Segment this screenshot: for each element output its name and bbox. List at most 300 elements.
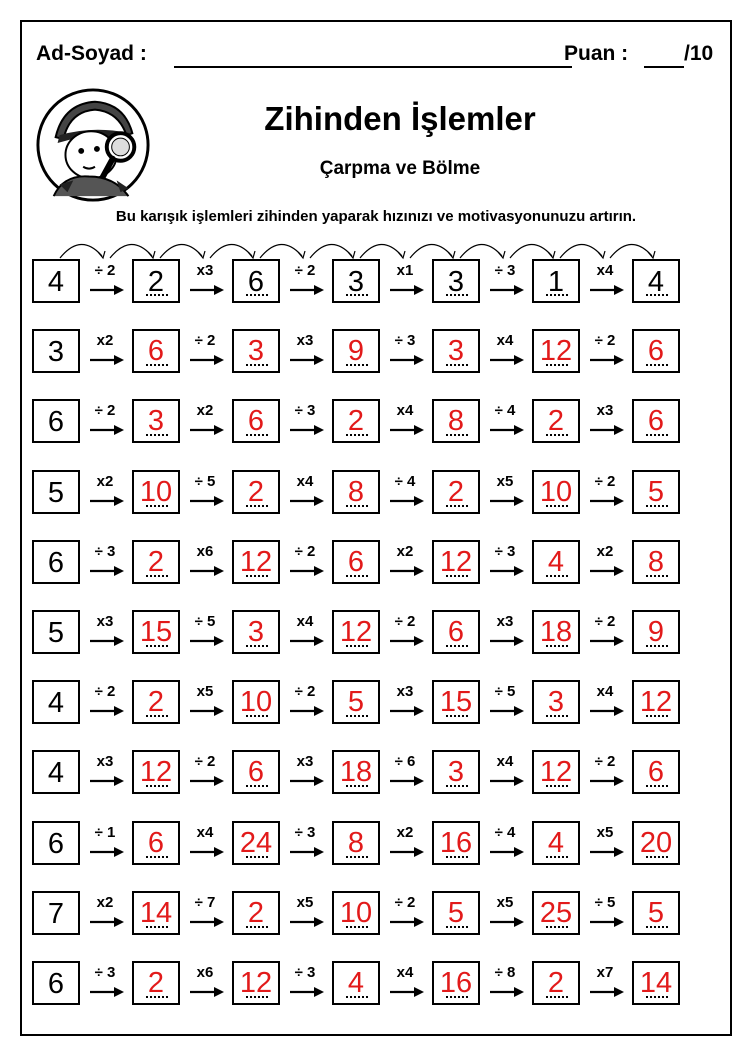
operation: [588, 472, 628, 512]
answer-box[interactable]: [432, 961, 480, 1005]
answer-dotted-line: [546, 575, 568, 577]
arrow-right-icon: [190, 636, 224, 646]
answer-dotted-line: [646, 434, 668, 436]
arrow-right-icon: [390, 847, 424, 857]
operation: [588, 893, 628, 933]
answer-value: 2: [447, 475, 465, 508]
answer-value: 6: [247, 405, 265, 438]
start-number: 4: [47, 266, 65, 298]
operation: [88, 752, 128, 792]
operation-label: ÷ 6: [394, 753, 416, 771]
answer-box[interactable]: [332, 470, 380, 514]
arrow-right-icon: [290, 285, 324, 295]
answer-box[interactable]: [532, 540, 580, 584]
operation: [488, 612, 528, 652]
answer-value: 12: [539, 335, 573, 368]
answer-box[interactable]: [632, 961, 680, 1005]
operation-label: ÷ 2: [94, 262, 116, 279]
answer-value: 15: [439, 686, 473, 719]
start-number: 7: [47, 897, 65, 930]
arrow-right-icon: [590, 285, 624, 295]
answer-box[interactable]: [432, 329, 480, 373]
operation-label: x2: [396, 542, 414, 560]
operation-label: ÷ 4: [394, 472, 416, 490]
arrow-right-icon: [590, 847, 624, 857]
answer-box[interactable]: [332, 821, 380, 865]
answer-value: 3: [247, 616, 265, 648]
start-number-box: [32, 750, 80, 794]
answer-box[interactable]: [632, 540, 680, 584]
answer-dotted-line: [546, 505, 568, 507]
start-number: 6: [47, 546, 65, 579]
operation: [588, 752, 628, 792]
start-number: 4: [47, 687, 65, 720]
answer-dotted-line: [346, 645, 368, 647]
detective-boy-magnifier-icon: [34, 86, 152, 204]
operation: [88, 612, 128, 652]
exercise-row: [32, 399, 712, 443]
arrow-right-icon: [390, 706, 424, 716]
operation-label: ÷ 2: [594, 753, 616, 771]
answer-dotted-line: [546, 645, 568, 647]
operation: [388, 331, 428, 371]
answer-dotted-line: [346, 505, 368, 507]
operation: [588, 331, 628, 371]
answer-box[interactable]: [232, 470, 280, 514]
answer-dotted-line: [446, 505, 468, 507]
answer-box[interactable]: [632, 680, 680, 724]
operation-label: ÷ 4: [494, 402, 516, 420]
answer-dotted-line: [346, 434, 368, 436]
answer-value: 6: [647, 405, 665, 438]
answer-box[interactable]: [632, 821, 680, 865]
answer-box[interactable]: [432, 399, 480, 443]
answer-box[interactable]: [132, 329, 180, 373]
answer-dotted-line: [146, 434, 168, 436]
answer-box[interactable]: [132, 961, 180, 1005]
operation-label: ÷ 3: [494, 262, 516, 279]
answer-dotted-line: [246, 926, 268, 928]
answer-box[interactable]: [232, 540, 280, 584]
arrow-right-icon: [90, 636, 124, 646]
answer-box[interactable]: [432, 821, 480, 865]
answer-dotted-line: [246, 715, 268, 717]
operation: [188, 472, 228, 512]
answer-value: 12: [539, 756, 573, 789]
answer-dotted-line: [546, 715, 568, 717]
operation-label: x7: [596, 964, 614, 981]
arrow-right-icon: [290, 917, 324, 927]
answer-box[interactable]: [632, 750, 680, 794]
operation-label: x2: [596, 542, 614, 560]
arrow-right-icon: [490, 285, 524, 295]
arrow-right-icon: [190, 847, 224, 857]
answer-value: 2: [147, 967, 165, 999]
operation: [188, 823, 228, 863]
operation: [188, 752, 228, 792]
operation-label: x6: [196, 542, 214, 560]
answer-box[interactable]: [532, 610, 580, 654]
answer-value: 12: [439, 545, 473, 578]
answer-box[interactable]: [232, 610, 280, 654]
answer-box[interactable]: [632, 470, 680, 514]
score-total: /10: [684, 42, 714, 65]
operation: [188, 401, 228, 441]
answer-dotted-line: [646, 785, 668, 787]
operation: [488, 401, 528, 441]
operation: [188, 261, 228, 301]
answer-dotted-line: [446, 294, 468, 296]
answer-box[interactable]: [432, 750, 480, 794]
arrow-right-icon: [490, 776, 524, 786]
answer-box[interactable]: [632, 399, 680, 443]
operation: [488, 752, 528, 792]
answer-dotted-line: [146, 856, 168, 858]
start-number-box: [32, 821, 80, 865]
answer-dotted-line: [646, 856, 668, 858]
answer-box[interactable]: [532, 329, 580, 373]
arrow-right-icon: [90, 285, 124, 295]
score-field-line[interactable]: [644, 66, 684, 68]
arrow-right-icon: [90, 987, 124, 997]
arrow-right-icon: [290, 355, 324, 365]
answer-box[interactable]: [532, 821, 580, 865]
operation-label: x2: [96, 332, 114, 350]
arrow-right-icon: [590, 496, 624, 506]
answer-box[interactable]: [132, 680, 180, 724]
arrow-right-icon: [190, 496, 224, 506]
answer-box[interactable]: [332, 610, 380, 654]
answer-box[interactable]: [132, 540, 180, 584]
answer-value: 8: [347, 475, 365, 508]
answer-value: 8: [647, 545, 665, 578]
answer-box[interactable]: [432, 540, 480, 584]
arrow-right-icon: [390, 496, 424, 506]
answer-box[interactable]: [532, 750, 580, 794]
start-number: 4: [47, 757, 65, 790]
operation-label: x4: [496, 332, 514, 350]
operation-label: ÷ 2: [394, 613, 416, 630]
operation: [388, 682, 428, 722]
answer-value: 8: [447, 405, 465, 438]
answer-value: 1: [547, 266, 565, 298]
operation-label: ÷ 5: [194, 472, 216, 490]
answer-value: 3: [247, 335, 265, 368]
operation-label: ÷ 1: [94, 823, 116, 841]
answer-box[interactable]: [332, 540, 380, 584]
answer-dotted-line: [446, 364, 468, 366]
operation-label: ÷ 3: [494, 542, 516, 560]
answer-dotted-line: [146, 645, 168, 647]
answer-box[interactable]: [432, 259, 480, 303]
answer-box[interactable]: [232, 821, 280, 865]
answer-box[interactable]: [132, 750, 180, 794]
answer-value: 2: [547, 405, 565, 438]
answer-box[interactable]: [632, 259, 680, 303]
operation: [88, 682, 128, 722]
operation-label: x3: [596, 402, 614, 420]
operation-label: ÷ 3: [294, 402, 316, 420]
operation: [488, 472, 528, 512]
answer-value: 10: [139, 475, 173, 508]
answer-value: 5: [647, 896, 665, 929]
answer-dotted-line: [546, 364, 568, 366]
answer-box[interactable]: [432, 891, 480, 935]
answer-value: 3: [547, 686, 565, 719]
operation-label: x5: [496, 893, 514, 911]
operation-label: x2: [196, 402, 214, 420]
start-number-box: [32, 961, 80, 1005]
operation: [88, 963, 128, 1003]
operation-label: ÷ 2: [294, 262, 316, 279]
operation-label: x4: [396, 964, 414, 981]
answer-value: 12: [239, 967, 273, 999]
answer-value: 6: [647, 335, 665, 368]
operation: [588, 261, 628, 301]
answer-value: 12: [339, 616, 373, 648]
answer-box[interactable]: [332, 891, 380, 935]
answer-value: 18: [339, 756, 373, 789]
answer-dotted-line: [346, 996, 368, 998]
start-number-box: [32, 470, 80, 514]
answer-box[interactable]: [232, 259, 280, 303]
answer-dotted-line: [246, 785, 268, 787]
answer-value: 2: [247, 896, 265, 929]
operation: [588, 682, 628, 722]
answer-value: 16: [439, 826, 473, 859]
answer-dotted-line: [246, 294, 268, 296]
operation: [488, 331, 528, 371]
arrow-right-icon: [490, 636, 524, 646]
exercise-row: [32, 750, 712, 794]
arrow-right-icon: [290, 425, 324, 435]
operation: [388, 612, 428, 652]
answer-box[interactable]: [232, 399, 280, 443]
answer-dotted-line: [146, 575, 168, 577]
operation: [388, 472, 428, 512]
answer-value: 12: [639, 686, 673, 719]
operation-label: x5: [196, 683, 214, 701]
answer-value: 6: [247, 266, 265, 298]
arrow-right-icon: [290, 706, 324, 716]
answer-box[interactable]: [232, 961, 280, 1005]
operation-label: ÷ 2: [294, 683, 316, 701]
answer-box[interactable]: [532, 399, 580, 443]
answer-box[interactable]: [332, 961, 380, 1005]
answer-box[interactable]: [532, 259, 580, 303]
answer-box[interactable]: [532, 891, 580, 935]
answer-value: 6: [347, 545, 365, 578]
answer-dotted-line: [546, 996, 568, 998]
operation: [288, 472, 328, 512]
answer-value: 2: [247, 475, 265, 508]
operation: [388, 893, 428, 933]
answer-box[interactable]: [232, 750, 280, 794]
answer-box[interactable]: [632, 329, 680, 373]
start-number-box: [32, 891, 80, 935]
arrow-right-icon: [90, 847, 124, 857]
answer-box[interactable]: [332, 259, 380, 303]
operation: [388, 401, 428, 441]
operation: [288, 823, 328, 863]
arrow-right-icon: [490, 917, 524, 927]
answer-value: 10: [539, 475, 573, 508]
answer-dotted-line: [546, 294, 568, 296]
operation-label: x3: [496, 613, 514, 630]
exercise-row: [32, 891, 712, 935]
operation-label: ÷ 3: [294, 964, 316, 981]
start-number-box: [32, 540, 80, 584]
start-number-box: [32, 259, 80, 303]
answer-dotted-line: [146, 294, 168, 296]
answer-dotted-line: [146, 364, 168, 366]
answer-box[interactable]: [232, 680, 280, 724]
name-field-line[interactable]: [174, 66, 572, 68]
operation-label: x3: [96, 753, 114, 771]
answer-box[interactable]: [532, 961, 580, 1005]
operation: [288, 752, 328, 792]
operation: [88, 401, 128, 441]
answer-value: 10: [239, 686, 273, 719]
operation: [588, 963, 628, 1003]
answer-box[interactable]: [432, 610, 480, 654]
operation-label: ÷ 8: [494, 964, 516, 981]
operation-label: x2: [96, 472, 114, 490]
arrow-right-icon: [490, 425, 524, 435]
operation-label: x5: [296, 893, 314, 911]
operation-label: x4: [596, 683, 614, 701]
answer-value: 4: [647, 266, 665, 298]
arrow-right-icon: [190, 917, 224, 927]
operation-label: ÷ 5: [494, 683, 516, 701]
answer-box[interactable]: [132, 259, 180, 303]
operation-label: x3: [196, 262, 214, 279]
start-number: 6: [47, 968, 65, 1000]
exercise-row: [32, 961, 712, 1005]
operation-label: ÷ 2: [594, 613, 616, 630]
operation-label: ÷ 2: [294, 542, 316, 560]
operation: [588, 401, 628, 441]
arrow-right-icon: [190, 706, 224, 716]
answer-value: 6: [647, 756, 665, 789]
operation-label: x5: [596, 823, 614, 841]
answer-box[interactable]: [132, 891, 180, 935]
operation: [288, 893, 328, 933]
start-number-box: [32, 329, 80, 373]
operation: [388, 261, 428, 301]
operation: [288, 331, 328, 371]
answer-box[interactable]: [532, 680, 580, 724]
answer-box[interactable]: [332, 680, 380, 724]
operation: [88, 542, 128, 582]
arrow-right-icon: [490, 496, 524, 506]
exercise-row: [32, 821, 712, 865]
arrow-right-icon: [190, 355, 224, 365]
arrow-right-icon: [390, 636, 424, 646]
answer-dotted-line: [146, 996, 168, 998]
answer-value: 15: [139, 616, 173, 648]
arrow-right-icon: [190, 566, 224, 576]
arrow-right-icon: [490, 706, 524, 716]
start-number: 6: [47, 827, 65, 860]
operation: [88, 823, 128, 863]
answer-box[interactable]: [332, 750, 380, 794]
operation-label: ÷ 3: [294, 823, 316, 841]
answer-box[interactable]: [132, 399, 180, 443]
answer-box[interactable]: [132, 470, 180, 514]
answer-dotted-line: [246, 856, 268, 858]
page-title: Zihinden İşlemler: [264, 100, 536, 137]
operation: [288, 682, 328, 722]
operation-label: x4: [396, 402, 414, 420]
answer-dotted-line: [246, 505, 268, 507]
answer-box[interactable]: [632, 891, 680, 935]
answer-box[interactable]: [432, 680, 480, 724]
operation: [388, 542, 428, 582]
answer-value: 2: [147, 266, 165, 298]
arrow-right-icon: [590, 917, 624, 927]
answer-box[interactable]: [432, 470, 480, 514]
answer-box[interactable]: [532, 470, 580, 514]
answer-dotted-line: [446, 785, 468, 787]
answer-value: 3: [447, 756, 465, 789]
answer-value: 4: [347, 967, 365, 999]
arrow-right-icon: [90, 355, 124, 365]
operation-label: x4: [496, 753, 514, 771]
answer-value: 9: [347, 335, 365, 368]
answer-value: 3: [347, 266, 365, 298]
start-number: 5: [47, 476, 65, 509]
answer-value: 3: [447, 266, 465, 298]
operation: [288, 542, 328, 582]
operation: [288, 401, 328, 441]
answer-box[interactable]: [332, 399, 380, 443]
operation-label: x2: [396, 823, 414, 841]
arrow-right-icon: [90, 496, 124, 506]
answer-dotted-line: [546, 926, 568, 928]
operation: [288, 612, 328, 652]
operation: [88, 261, 128, 301]
arrow-right-icon: [390, 566, 424, 576]
arrow-right-icon: [390, 285, 424, 295]
arrow-right-icon: [290, 636, 324, 646]
answer-dotted-line: [646, 575, 668, 577]
answer-dotted-line: [646, 505, 668, 507]
answer-dotted-line: [646, 294, 668, 296]
operation-label: x3: [296, 332, 314, 350]
answer-box[interactable]: [132, 610, 180, 654]
operation: [188, 542, 228, 582]
answer-box[interactable]: [232, 329, 280, 373]
operation-label: x2: [96, 893, 114, 911]
arrow-right-icon: [590, 706, 624, 716]
answer-value: 14: [139, 896, 173, 929]
operation: [388, 752, 428, 792]
answer-dotted-line: [346, 294, 368, 296]
operation-label: ÷ 5: [594, 893, 616, 911]
answer-value: 9: [647, 616, 665, 648]
arrow-right-icon: [90, 706, 124, 716]
answer-dotted-line: [346, 575, 368, 577]
arrow-right-icon: [590, 987, 624, 997]
answer-dotted-line: [646, 926, 668, 928]
answer-dotted-line: [246, 996, 268, 998]
arrow-right-icon: [390, 917, 424, 927]
answer-box[interactable]: [232, 891, 280, 935]
answer-box[interactable]: [632, 610, 680, 654]
answer-box[interactable]: [132, 821, 180, 865]
answer-box[interactable]: [332, 329, 380, 373]
